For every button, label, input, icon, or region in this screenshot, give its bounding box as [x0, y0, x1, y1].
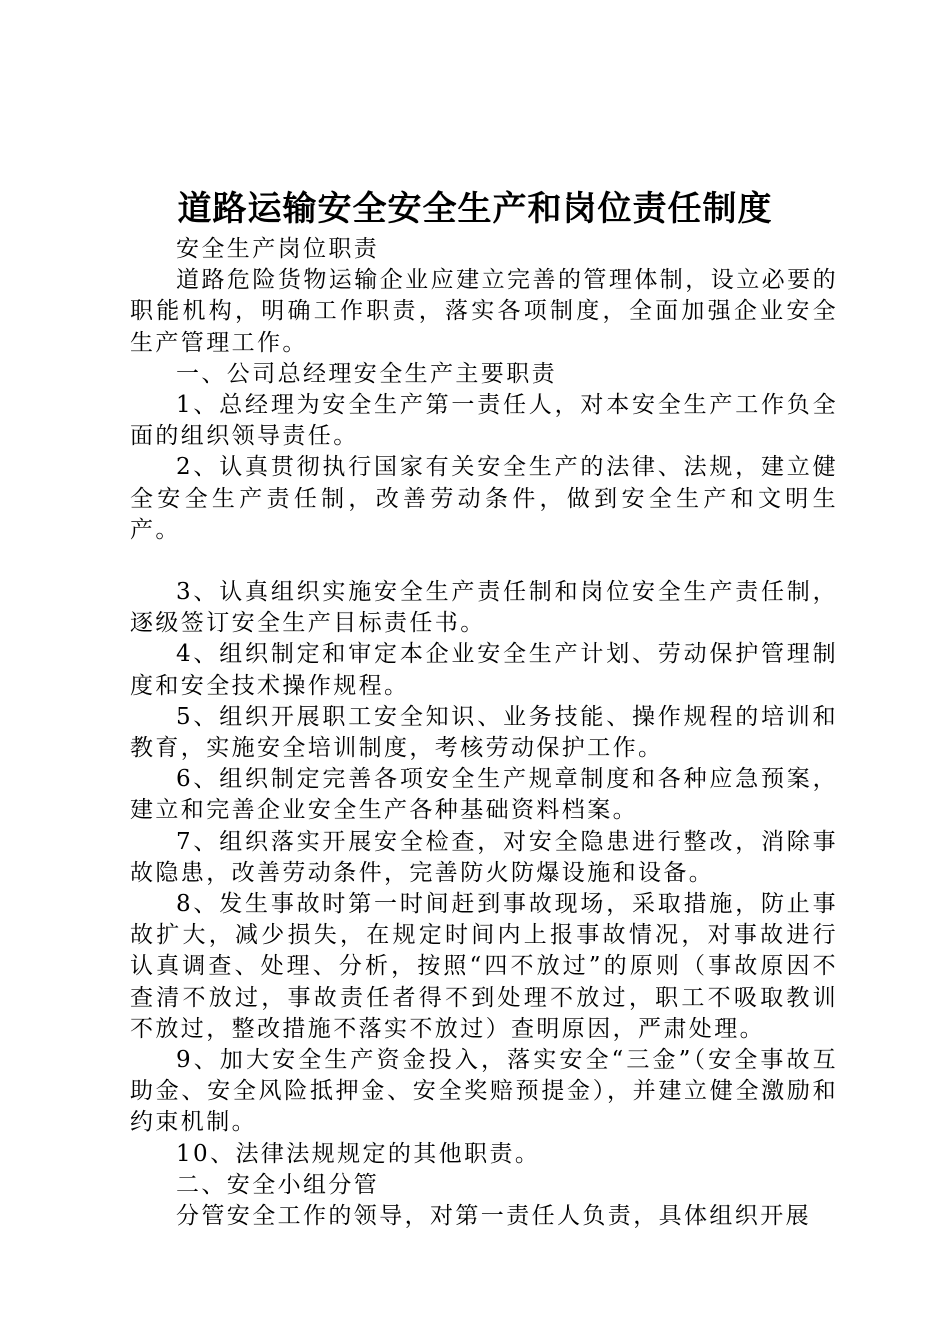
list-item: 2、认真贯彻执行国家有关安全生产的法律、法规，建立健全安全生产责任制，改善劳动条件，做到安全生产和文明生产。: [130, 454, 838, 543]
document-body: [130, 234, 838, 1232]
list-item: 10、法律法规规定的其他职责。: [176, 1140, 541, 1167]
section-heading: 安全生产岗位职责: [176, 236, 380, 262]
section-heading: 一、公司总经理安全生产主要职责: [176, 360, 557, 387]
list-item: 9、加大安全生产资金投入，落实安全“三金”（安全事故互助金、安全风险抵押金、安全奖赔预提金），并建立健全激励和约束机制。: [130, 1047, 838, 1136]
list-item: 4、组织制定和审定本企业安全生产计划、劳动保护管理制度和安全技术操作规程。: [130, 641, 838, 699]
list-item: 3、认真组织实施安全生产责任制和岗位安全生产责任制，逐级签订安全生产目标责任书。: [130, 579, 838, 637]
list-item: 8、发生事故时第一时间赶到事故现场，采取措施，防止事故扩大，减少损失，在规定时间内上报事故情况，对事故进行认真调查、处理、分析，按照“四不放过”的原则（事故原因不查清不放过，事故责任者得不到处理不放过，职工不吸取教训不放过，整改措施不落实不放过）查明原因，严肃处理。: [130, 891, 838, 1042]
document-title: 道路运输安全安全生产和岗位责任制度: [177, 189, 773, 229]
section-heading: 二、安全小组分管: [176, 1171, 380, 1198]
paragraph: 分管安全工作的领导，对第一责任人负责，具体组织开展: [176, 1203, 811, 1230]
list-item: 1、总经理为安全生产第一责任人，对本安全生产工作负全面的组织领导责任。: [130, 392, 838, 450]
paragraph: 道路危险货物运输企业应建立完善的管理体制，设立必要的职能机构，明确工作职责，落实各项制度，全面加强企业安全生产管理工作。: [130, 267, 838, 356]
list-item: 7、组织落实开展安全检查，对安全隐患进行整改，消除事故隐患，改善劳动条件，完善防火防爆设施和设备。: [130, 828, 838, 886]
list-item: 6、组织制定完善各项安全生产规章制度和各种应急预案，建立和完善企业安全生产各种基础资料档案。: [130, 766, 838, 824]
list-item: 5、组织开展职工安全知识、业务技能、操作规程的培训和教育，实施安全培训制度，考核劳动保护工作。: [130, 703, 838, 762]
